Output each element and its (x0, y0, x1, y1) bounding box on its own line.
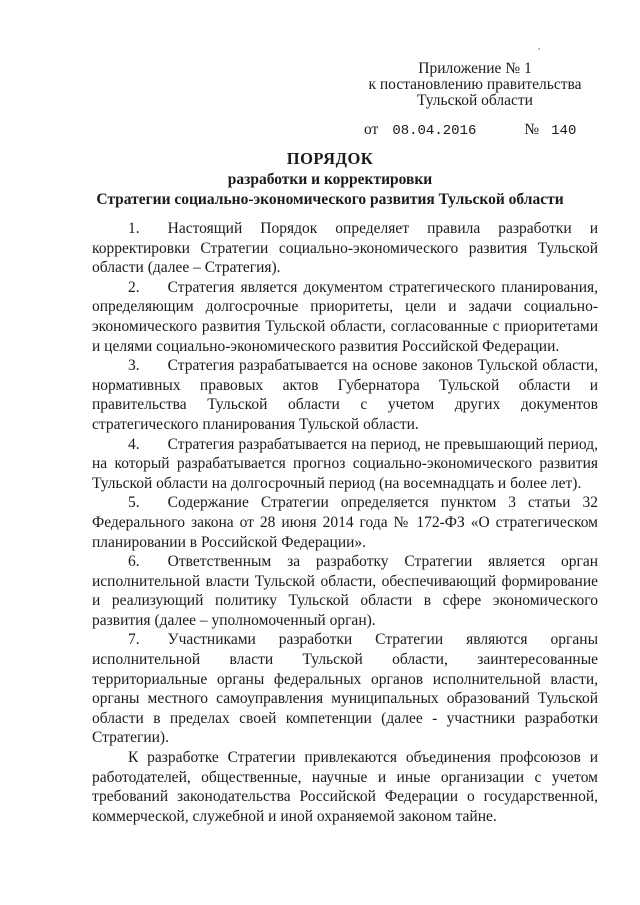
from-label: от (364, 121, 379, 138)
document-body (92, 219, 598, 826)
paragraph-text: К разработке Стратегии привлекаются объединения профсоюзов и работодателей, общественные, научные и иные организации с учетом требований законодательства Российской Федерации о государственной, коммерческой, служебной и иной охраняемой законом тайне. (92, 749, 598, 825)
paragraph-number: 7. (128, 631, 140, 649)
annex-line-3: Тульской области (417, 92, 533, 109)
title-line-3: Стратегии социально-экономического развития Тульской области (96, 191, 564, 208)
document-title (60, 148, 600, 210)
paragraph-text: Настоящий Порядок определяет правила разработки и корректировки Стратегии социально-экономического развития Тульской области (далее – Стратегия). (92, 220, 598, 277)
paragraph-2 (92, 278, 598, 356)
paragraph-number: 3. (128, 357, 140, 375)
paragraph-number: 2. (128, 278, 140, 296)
paragraph-number: 5. (128, 494, 140, 512)
paragraph-3 (92, 356, 598, 434)
paragraph-5 (92, 493, 598, 552)
annex-line-2: к постановлению правительства (368, 76, 582, 93)
title-line-2: разработки и корректировки (227, 171, 433, 188)
paragraph-number: 6. (128, 553, 140, 571)
paragraph-number: 1. (128, 220, 140, 237)
paragraph-text: Стратегия является документом стратегического планирования, определяющим долгосрочные приоритеты, цели и задачи социально-экономического развития Тульской области, согласованные с приоритетами и целями социально-экономического развития Российской Федерации. (92, 278, 598, 355)
paragraph-text: Стратегия разрабатывается на период, не превышающий период, на который разрабатывается прогноз социально-экономического развития Тульской области на долгосрочный период (на восемнадцать и более лет). (92, 435, 598, 492)
paragraph-text: Ответственным за разработку Стратегии является орган исполнительной власти Тульской области, обеспечивающий формирование и реализующий политику Тульской области в сфере экономического развития (далее – уполномоченный орган). (92, 553, 598, 629)
title-line-1: ПОРЯДОК (286, 149, 374, 168)
paragraph-number: 4. (128, 435, 140, 453)
scan-speck (538, 48, 540, 50)
annex-header (360, 61, 590, 109)
paragraph-8 (92, 748, 598, 826)
paragraph-text: Содержание Стратегии определяется пунктом 3 статьи 32 Федерального закона от 28 июня 2014 года № 172-ФЗ «О стратегическом планировании в Российской Федерации». (92, 494, 598, 551)
resolution-number: 140 (551, 123, 577, 139)
paragraph-6 (92, 552, 598, 630)
number-label: № (524, 121, 540, 138)
paragraph-text: Стратегия разрабатывается на основе законов Тульской области, нормативных правовых актов Губернатора Тульской области и правительства Тульской области с учетом других документов стратегического планирования Тульской области. (92, 357, 598, 433)
annex-line-1: Приложение № 1 (418, 60, 532, 77)
resolution-meta (364, 121, 576, 139)
paragraph-1 (92, 219, 598, 278)
paragraph-4 (92, 435, 598, 494)
paragraph-7 (92, 630, 598, 748)
paragraph-text: Участниками разработки Стратегии являются органы исполнительной власти Тульской области, заинтересованные территориальные органы федеральных органов исполнительной власти, органы местного самоуправления муниципальных образований Тульской области в пределах своей компетенции (далее - участники разработки Стратегии). (92, 631, 598, 747)
resolution-date: 08.04.2016 (392, 123, 477, 139)
